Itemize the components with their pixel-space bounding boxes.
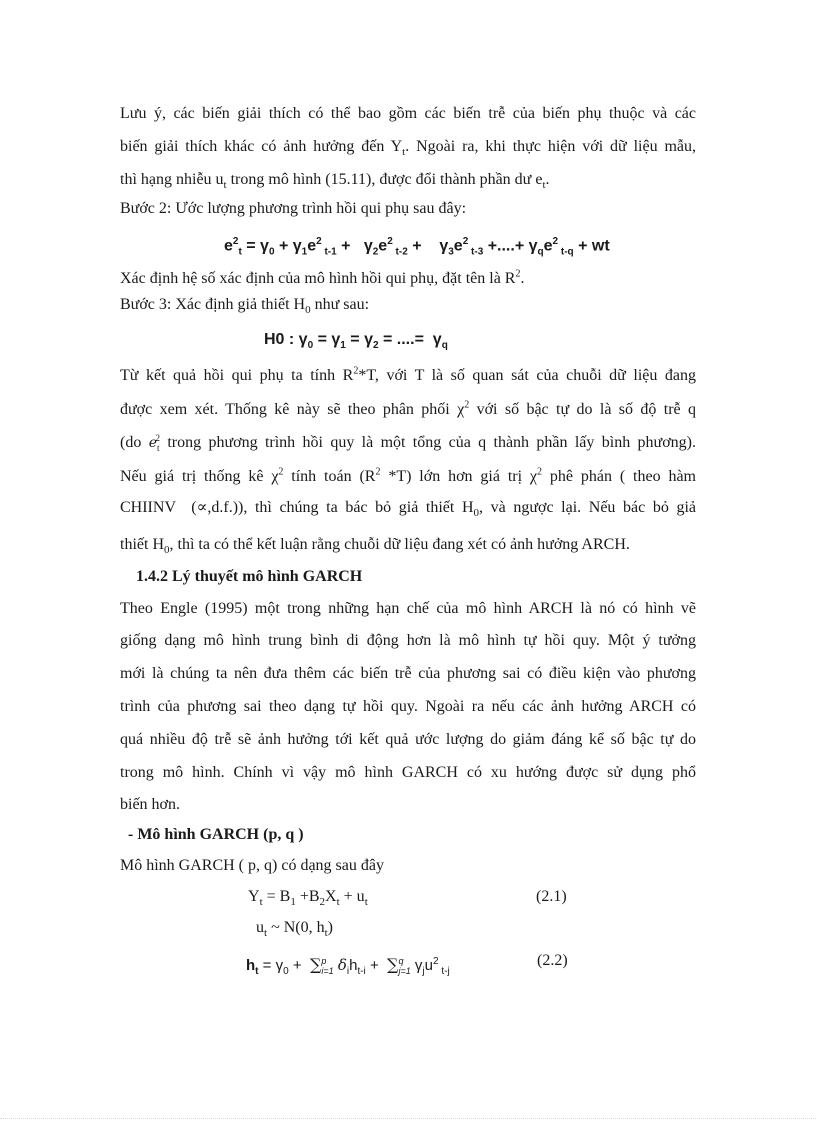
- paragraph-line: quá nhiều độ trễ sẽ ảnh hưởng tới kết quả ước lượng do giảm đáng kể số bậc tự do: [120, 731, 696, 748]
- subheading: - Mô hình GARCH (p, q ): [128, 826, 304, 843]
- error-distribution: $u_t$ ~ N(0, $h_t$): [256, 919, 333, 940]
- paragraph-line: trình của phương sai theo dạng tự hồi quy. Ngoài ra nếu các ảnh hưởng ARCH có: [120, 698, 696, 715]
- paragraph-line: Lưu ý, các biến giải thích có thể bao gồm các biến trễ của biến phụ thuộc và các: [120, 105, 696, 122]
- r-squared-line: Xác định hệ số xác định của mô hình hồi qui phụ, đặt tên là $R^2$.: [120, 269, 525, 288]
- auxiliary-regression-equation: $e^2_t = \gamma_0 + \gamma_1e^2$ $_{t-1} + \gamma_2e^2$ $_{t-2}$ + $\gamma_3e^2$ $_{t-3}$ +....+ $\gamma_qe^2$ $_{t-q}$ + wt: [224, 236, 610, 258]
- paragraph-line: CHIINV (∝,d.f.)), thì chúng ta bác bỏ giả thiết $H_0$, và ngược lại. Nếu bác bỏ giả: [120, 499, 696, 520]
- mean-equation: $Y_t = B_1 +B_2X_t + u_t$: [248, 888, 368, 909]
- equation-number: (2.2): [537, 952, 568, 969]
- paragraph-line: được xem xét. Thống kê này sẽ theo phân phối $\chi^2$ với số bậc tự do là số độ trễ q: [120, 400, 696, 419]
- paragraph-line: Từ kết quả hồi qui phụ ta tính $R^2*T$, với T là số quan sát của chuỗi dữ liệu đang: [120, 366, 696, 385]
- paragraph-line: giống dạng mô hình trung bình di động hơn là mô hình tự hồi quy. Một ý tưởng: [120, 632, 696, 649]
- step-3-label: Bước 3: Xác định giả thiết $H_0$ như sau:: [120, 296, 370, 317]
- paragraph-line: biến giải thích khác có ảnh hưởng đến $Y_t$. Ngoài ra, khi thực hiện với dữ liệu mẫu,: [120, 138, 697, 159]
- paragraph-line: mới là chúng ta nên đưa thêm các biến trễ của phương sai có điều kiện vào phương: [120, 665, 696, 682]
- paragraph-line: thiết $H_0$, thì ta có thể kết luận rằng chuỗi dữ liệu đang xét có ảnh hưởng ARCH.: [120, 536, 630, 557]
- section-heading: 1.4.2 Lý thuyết mô hình GARCH: [136, 568, 363, 585]
- paragraph-line: Theo Engle (1995) một trong những hạn chế của mô hình ARCH là nó có hình vẽ: [120, 600, 696, 617]
- paragraph-line: biến hơn.: [120, 796, 181, 813]
- paragraph-line: trong mô hình. Chính vì vậy mô hình GARCH có xu hướng được sử dụng phổ: [120, 764, 696, 781]
- paragraph-line: (do $e_t^2$ trong phương trình hồi quy là một tổng của q thành phần lấy bình phương).: [120, 433, 697, 454]
- page-bottom-divider: [0, 1118, 816, 1120]
- null-hypothesis: H0 : $\gamma_0 = \gamma_1 = \gamma_2$ = ....= $\gamma_q$: [264, 331, 448, 352]
- variance-equation: $h_t = \gamma_0 + \sum^p_{i=1}$ $\delta_ih_{t-i} + \sum^q_{j=1}$ $\gamma_ju^2$ $_{t-j}$: [246, 955, 450, 977]
- paragraph-line: thì hạng nhiễu $u_t$ trong mô hình (15.11), được đổi thành phần dư $e_t$.: [120, 171, 550, 192]
- paragraph-line: Nếu giá trị thống kê $\chi^2$ tính toán ($R^2$ *T) lớn hơn giá trị $\chi^2$ phê phán ( theo hàm: [120, 467, 697, 486]
- equation-number: (2.1): [536, 888, 567, 905]
- model-intro: Mô hình GARCH ( p, q) có dạng sau đây: [120, 857, 384, 874]
- step-2-label: Bước 2: Ước lượng phương trình hồi qui phụ sau đây:: [120, 200, 467, 217]
